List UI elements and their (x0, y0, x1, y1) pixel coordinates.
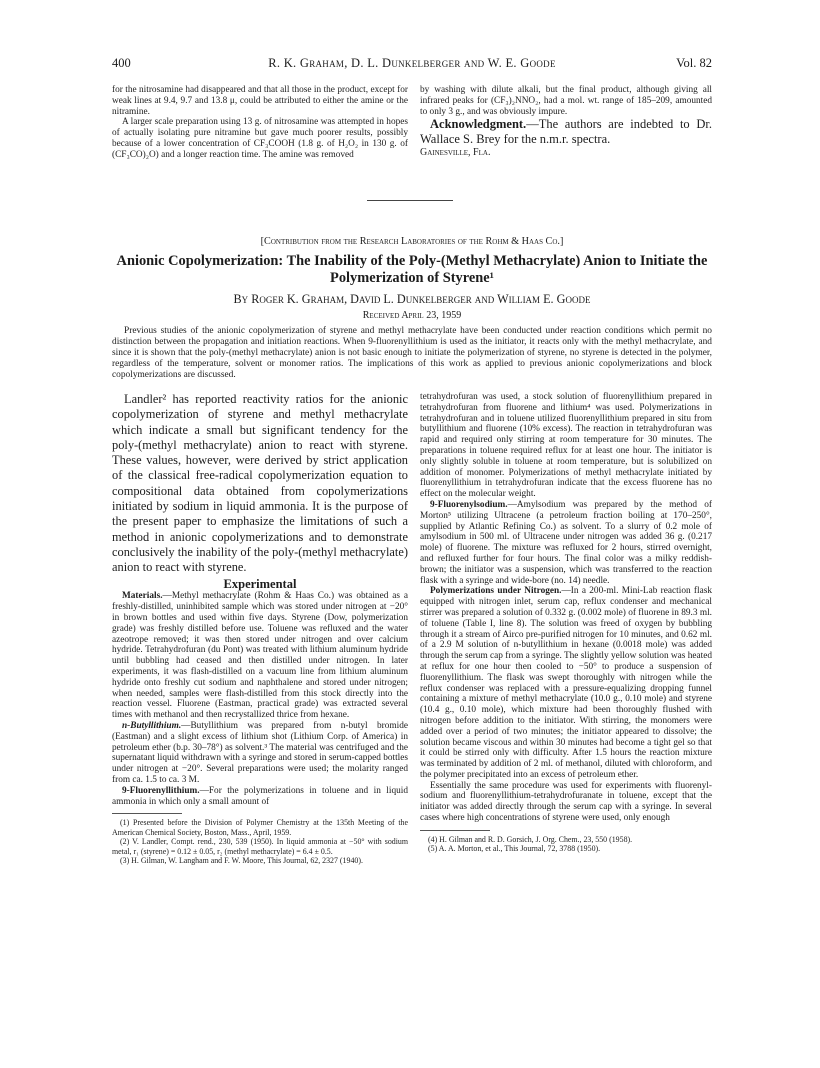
acknowledgment (420, 117, 712, 147)
fluorenyllithium-paragraph (112, 786, 408, 808)
butyllithium-heading: n-Butyllithium. (122, 720, 182, 731)
location-line: Gainesville, Fla. (420, 147, 491, 159)
page-number: 400 (112, 56, 131, 70)
footnotes-left (112, 818, 408, 865)
footnote: (2) V. Landler, Compt. rend., 230, 539 (1950). In liquid ammonia at −50° with sodium metal, r₁ (styrene) = 0.12 ± 0.05, r₂ (methyl methacrylate) = 6.4 ± 0.5. (112, 837, 408, 856)
footnote-rule (112, 813, 182, 814)
article-separator-rule (367, 200, 453, 201)
footnote: (4) H. Gilman and R. D. Gorsich, J. Org. Chem., 23, 550 (1958). (428, 834, 633, 844)
abstract-text: Previous studies of the anionic copolymerization of styrene and methyl methacrylate have been conducted under reaction conditions which permit no distinction between the propagation and initiation reactions. When 9-fluorenyllithium is used as the initiator, it reacts only with the methyl methacrylate, and since it is shown that the poly-(methyl methacrylate) anion is not basic enough to initiate the polymerization of styrene, no styrene is detected in the polymer, regardless of the temperature, solvent or monomer ratios. The implications of this work as applied to previous anionic copolymerizations and block copolymerizations are discussed. (112, 326, 712, 380)
prev-paragraph: for the nitrosamine had disappeared and that all those in the product, except for weak lines at 9.4, 9.7 and 13.8 μ, could be attributed to either the amine or the nitramine. (112, 85, 408, 117)
footnote: (1) Presented before the Division of Polymer Chemistry at the 135th Meeting of the American Chemical Society, Boston, Mass., April, 1959. (112, 818, 408, 837)
body-paragraph: tetrahydrofuran was used, a stock solution of fluorenyllithium prepared in tetrahydrofuran from fluorene and lithium⁴ was used. Polymerizations in tetrahydrofuran and in toluene utilized fluorenyllithium prepared in situ from butyllithium and fluorene (10% excess). The reaction in tetrahydrofuran was rapid and required only stirring at room temperature for 30 minutes. The preparations in toluene required reflux for at least one hour. The initiator is only slightly soluble in toluene at room temperature, but is solubilized on addition of monomer. Polymerizations of methyl methacrylate initiated by fluorenyllithium in tetrahydrofuran indicate that the excess fluorene has no effect on the molecular weight. (420, 392, 712, 500)
running-title: R. K. Graham, D. L. Dunkelberger and W. E. Goode (268, 56, 556, 70)
butyllithium-paragraph (112, 721, 408, 786)
butyllithium-text: —Butyllithium was prepared from n-butyl bromide (Eastman) and a slight excess of lithium shot (Lithium Corp. of America) in petroleum ether (b.p. 30–78°) as solvent.³ The material was centrifuged and the supernatant liquid withdrawn with a syringe and stored in serum-capped bottles under nitrogen at −20°. Several preparations were used; the molarity ranged from ca. 1.5 to ca. 3 M. (112, 720, 408, 785)
footnote-rule (420, 830, 490, 831)
volume-label: Vol. 82 (676, 56, 712, 70)
fluorenylsodium-paragraph (420, 500, 712, 586)
materials-heading: Materials. (122, 591, 163, 602)
introduction (112, 392, 408, 576)
section-heading-experimental: Experimental (223, 576, 297, 591)
fluorenylsodium-heading: 9-Fluorenylsodium. (430, 499, 508, 510)
footnote: (5) A. A. Morton, et al., This Journal, 72, 3788 (1950). (428, 844, 601, 854)
prev-article-left-column (112, 85, 408, 161)
body-left-column (112, 392, 408, 865)
author-line: By Roger K. Graham, David L. Dunkelberger and William E. Goode (233, 292, 591, 306)
footnote: (3) H. Gilman, W. Langham and F. W. Moore, This Journal, 62, 2327 (1940). (120, 855, 363, 865)
intro-paragraph: Landler² has reported reactivity ratios for the anionic copolymerization of styrene and methyl methacrylate which indicate a small but significant tendency for the poly-(methyl methacrylate) anion to react with styrene. These values, however, were derived by strict application of the classical free-radical copolymerization equation to compositional data obtained from copolymerizations initiated by sodium in liquid ammonia. It is the purpose of the present paper to emphasize the limitations of such a method in anionic copolymerizations and to demonstrate conclusively the inability of the poly-(methyl methacrylate) anion to react with styrene. (112, 392, 408, 575)
running-header (112, 56, 712, 72)
materials-paragraph (112, 591, 408, 721)
fluorenylsodium-text: —Amylsodium was prepared by the method of Morton⁵ utilizing Ultracene (a petroleum fraction boiling at 170–250°, supplied by Atlantic Refining Co.) as solvent. To a slurry of 0.2 mole of amylsodium in 500 ml. of Ultracene under nitrogen was added 36 g. (0.217 mole) of fluorene. The mixture was refluxed for 2 hours, stirred overnight, and refluxed further for four hours. The final color was a milky reddish-brown; the initiator was a suspension, which was transferred to the reaction flask with a syringe and wide-bore (no. 14) needle. (420, 499, 712, 586)
article-title: Anionic Copolymerization: The Inability of the Poly-(Methyl Methacrylate) Anion to Initiate the Polymerization of Styrene¹ (116, 253, 708, 286)
received-date: Received April 23, 1959 (362, 310, 462, 321)
polymerization-paragraph (420, 586, 712, 780)
prev-article-right-column (420, 85, 712, 159)
fluorenyllithium-text: —For the polymerizations in toluene and in liquid ammonia in which only a small amount of (112, 785, 408, 807)
contribution-line: [Contribution from the Research Laboratories of the Rohm & Haas Co.] (260, 236, 564, 247)
fluorenyllithium-heading: 9-Fluorenyllithium. (122, 785, 200, 796)
polymerization-text: —In a 200-ml. Mini-Lab reaction flask equipped with nitrogen inlet, serum cap, reflux condenser and mechanical stirrer was prepared a solution of 0.332 g. (0.002 mole) of fluorene in 89.3 ml. of toluene (Table I, line 8). The solution was freed of oxygen by bubbling through it a stream of Airco pre-purified nitrogen for 10 minutes, and 0.62 ml. of a 2.9 M solution of n-butyllithium in hexane (0.0018 mole) was added through the serum cap from a syringe. The slightly yellow solution was heated at reflux for one hour then cooled to −50° to produce a suspension of fluorenyllithium. The flask was swept thoroughly with nitrogen while the reflux condenser was replaced with a pressure-equalizing dropping funnel containing a mixture of methyl methacrylate (10.0 g., 0.10 mole) and styrene (10.4 g., 0.10 mole), which mixture had been thoroughly flushed with nitrogen before addition to the initiator. With stirring, the monomers were added over a period of two minutes; the initiator appeared to dissolve; the solution became viscous and within 30 minutes had become a tight gel so that it could be stirred only with difficulty. After 1.5 hours the reaction mixture was terminated by addition of 2 ml. of methanol, diluted with chloroform, and the polymer precipitated into an excess of petroleum ether. (420, 586, 712, 780)
abstract (112, 326, 712, 381)
body-right-column (420, 392, 712, 854)
polymerization-heading: Polymerizations under Nitrogen. (430, 586, 562, 597)
prev-paragraph: by washing with dilute alkali, but the final product, although giving all infrared peaks for (CF₃)₂NNO₂, had a mol. wt. range of 185–209, amounted to only 3 g., and was obviously impure. (420, 85, 712, 117)
ack-text: —The authors are indebted to Dr. Wallace S. Brey for the n.m.r. spectra. (420, 117, 712, 147)
ack-heading: Acknowledgment. (430, 117, 527, 132)
materials-text: —Methyl methacrylate (Rohm & Haas Co.) was obtained as a freshly-distilled, uninhibited sample which was stored under nitrogen at −20° in brown bottles and used within five days. Styrene (Dow, polymerization grade) was freshly distilled before use. Toluene was refluxed and the water azeotrope removed; it was then stored under nitrogen and over calcium hydride. Tetrahydrofuran (du Pont) was treated with lithium aluminum hydride until bubbling had ceased and then distilled under nitrogen. In later experiments, it was flash-distilled on a vacuum line from lithium aluminum hydride onto freshly cut sodium and naphthalene and stored under nitrogen; when needed, samples were flash-distilled from this stock directly into the reaction vessel. Fluorene (Eastman, practical grade) was extracted several times with methanol and then recrystallized thrice from hexane. (112, 591, 408, 721)
prev-paragraph: A larger scale preparation using 13 g. of nitrosamine was attempted in hopes of actually isolating pure nitramine but gave much poorer results, possibly because of a lower concentration of CF₃COOH (1.8 g. of H₂O₂ in 130 g. of (CF₃CO)₂O) and a longer reaction time. The amine was removed (112, 117, 408, 160)
body-paragraph: Essentially the same procedure was used for experiments with fluorenyl-sodium and fluorenyllithium-tetrahydrofuranate in toluene, except that the initiator was added directly through the serum cap with a syringe. In several cases where high concentrations of styrene were used, only enough (420, 780, 712, 824)
footnotes-right (420, 835, 712, 854)
